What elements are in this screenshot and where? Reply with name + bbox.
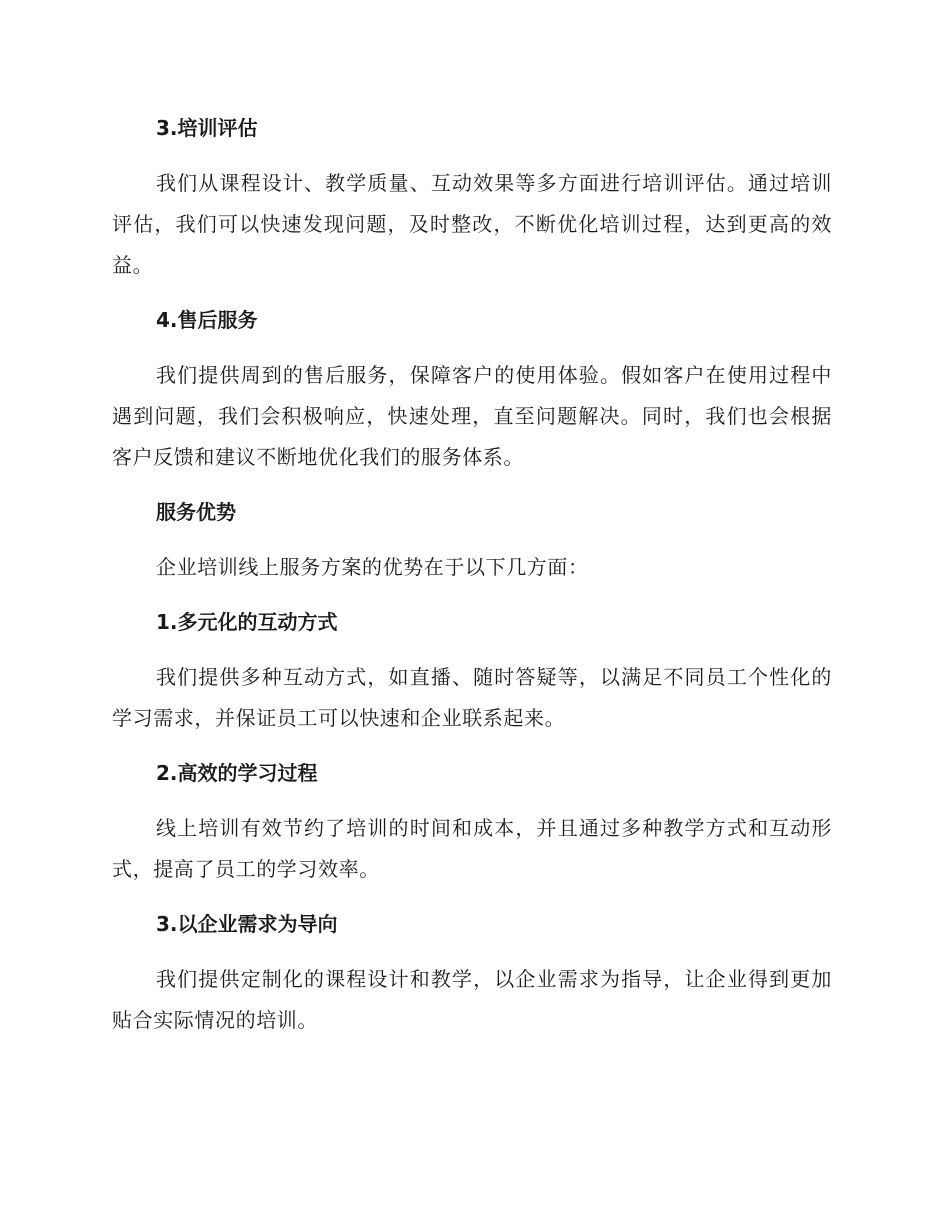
document-body [112, 108, 832, 1041]
section-paragraph-training-evaluation: 我们从课程设计、教学质量、互动效果等多方面进行培训评估。通过培训评估，我们可以快速发现问题，及时整改，不断优化培训过程，达到更高的效益。 [112, 171, 832, 277]
section-heading-efficient-learning: 2.高效的学习过程 [156, 761, 318, 785]
section-heading-service-advantages: 服务优势 [156, 500, 236, 524]
section-heading-demand-oriented: 3.以企业需求为导向 [156, 912, 338, 936]
section-paragraph-efficient-learning: 线上培训有效节约了培训的时间和成本，并且通过多种教学方式和互动形式，提高了员工的学习效率。 [112, 816, 832, 881]
section-heading-after-sales-service: 4.售后服务 [156, 308, 258, 332]
section-paragraph-service-advantages: 企业培训线上服务方案的优势在于以下几方面： [156, 555, 589, 579]
section-heading-training-evaluation: 3.培训评估 [156, 116, 258, 140]
section-heading-diverse-interaction: 1.多元化的互动方式 [156, 610, 338, 634]
section-paragraph-after-sales-service: 我们提供周到的售后服务，保障客户的使用体验。假如客户在使用过程中遇到问题，我们会积极响应，快速处理，直至问题解决。同时，我们也会根据客户反馈和建议不断地优化我们的服务体系。 [112, 363, 832, 469]
section-paragraph-demand-oriented: 我们提供定制化的课程设计和教学，以企业需求为指导，让企业得到更加贴合实际情况的培训。 [112, 967, 832, 1032]
section-paragraph-diverse-interaction: 我们提供多种互动方式，如直播、随时答疑等，以满足不同员工个性化的学习需求，并保证员工可以快速和企业联系起来。 [112, 665, 832, 730]
